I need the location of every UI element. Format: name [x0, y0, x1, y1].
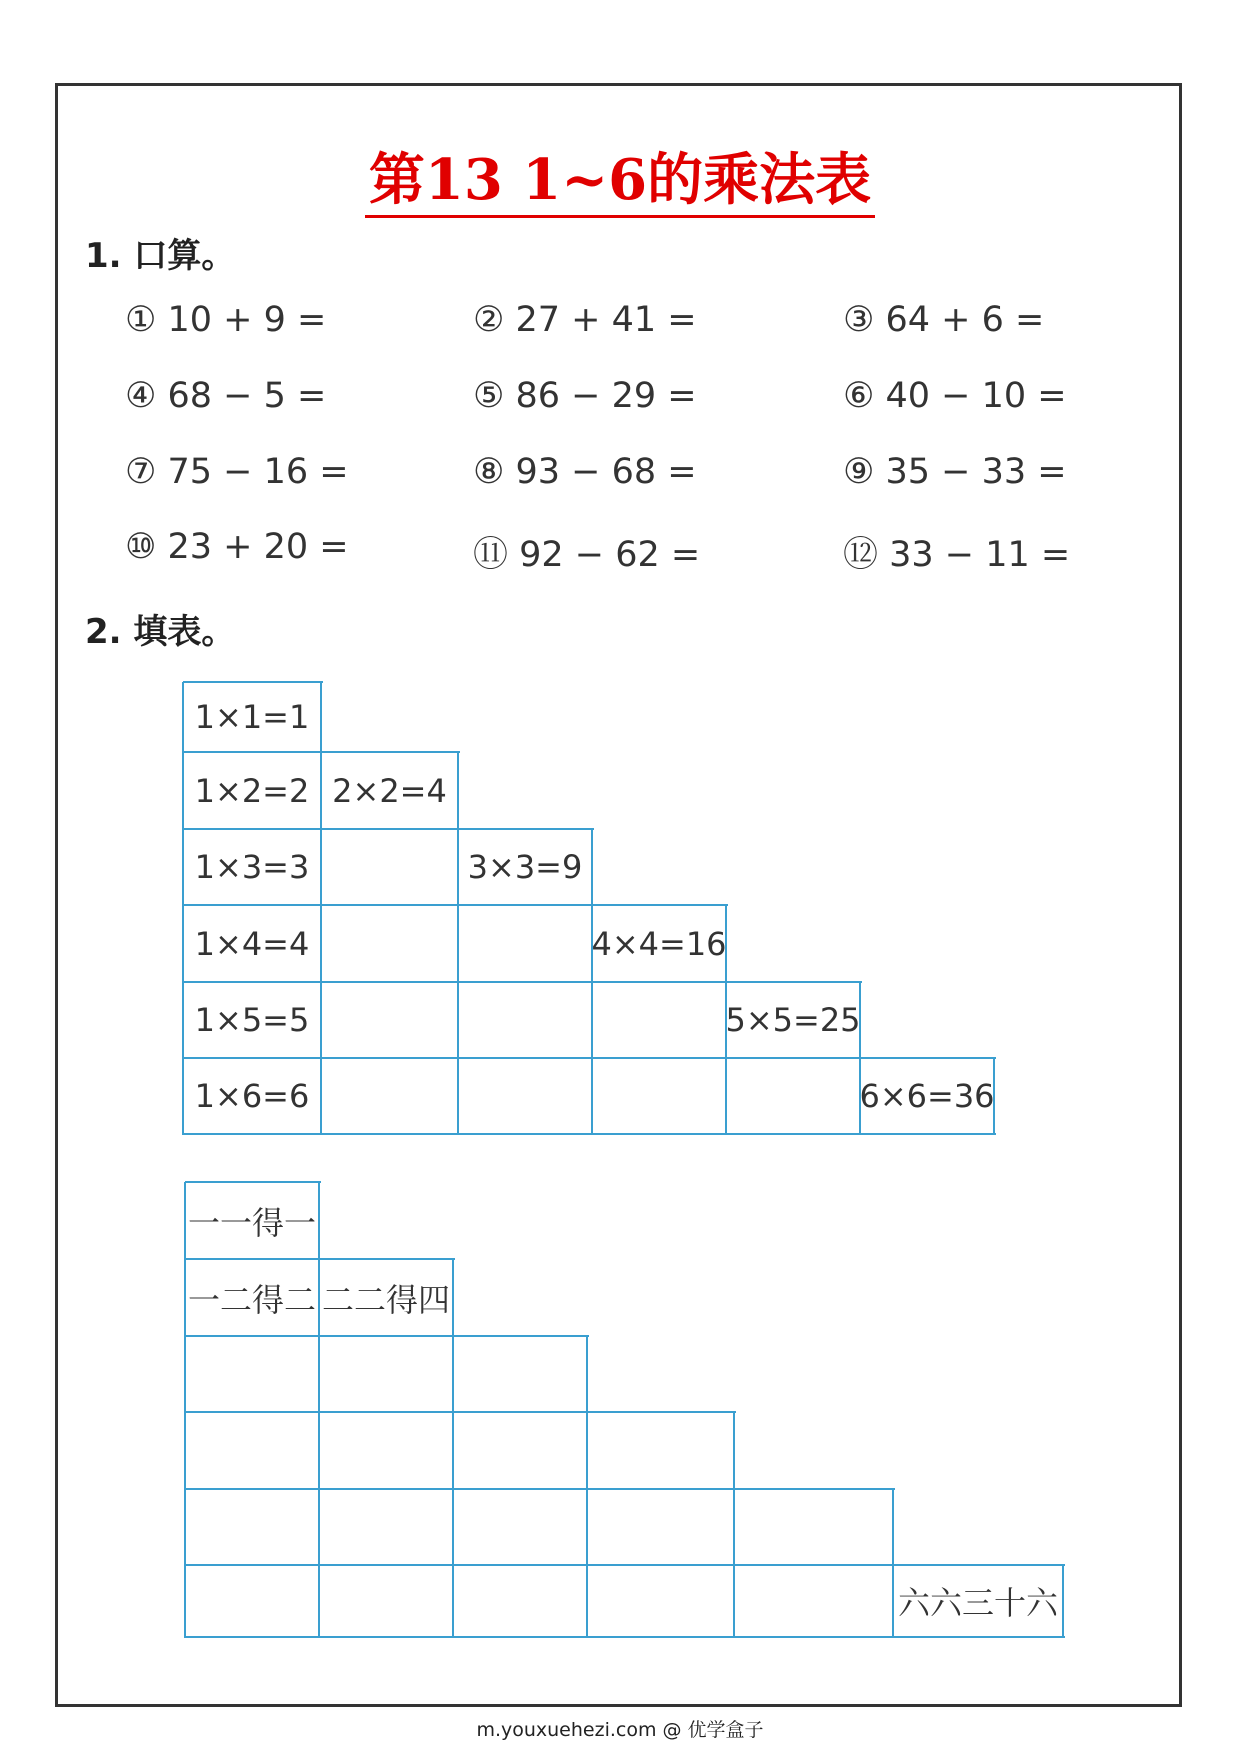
table-cell: 1×6=6 [194, 1077, 310, 1115]
table-grid-line [185, 1488, 895, 1490]
table-cell: 1×3=3 [194, 848, 310, 886]
arithmetic-problem: ② 27 + 41 = [473, 300, 697, 340]
table-grid-line [733, 1412, 735, 1638]
table-cell: 1×1=1 [194, 698, 310, 736]
arithmetic-problem: ⑪ 92 − 62 = [473, 535, 701, 575]
table-grid-line [892, 1489, 894, 1638]
arithmetic-problem: ⑫ 33 − 11 = [843, 535, 1071, 575]
arithmetic-problem: ③ 64 + 6 = [843, 300, 1045, 340]
table-grid-line [183, 828, 594, 830]
table-grid-line [320, 682, 322, 1135]
table-grid-line [457, 752, 459, 1135]
arithmetic-problem: ⑧ 93 − 68 = [473, 452, 697, 492]
table-cell: 3×3=9 [467, 848, 583, 886]
table-grid-line [1062, 1565, 1064, 1638]
table-cell: 一一得一 [187, 1203, 317, 1242]
table-grid-line [185, 1335, 589, 1337]
table-grid-line [183, 681, 323, 683]
arithmetic-problem: ⑨ 35 − 33 = [843, 452, 1067, 492]
table-grid-line [182, 682, 184, 1135]
table-grid-line [185, 1258, 455, 1260]
table-grid-line [183, 981, 862, 983]
table-cell: 5×5=25 [725, 1001, 861, 1039]
table-cell: 二二得四 [321, 1280, 451, 1319]
table-grid-line [183, 1057, 996, 1059]
table-cell: 一二得二 [187, 1280, 317, 1319]
arithmetic-problem: ⑩ 23 + 20 = [125, 527, 349, 567]
arithmetic-problem: ⑤ 86 − 29 = [473, 376, 697, 416]
table-cell: 2×2=4 [332, 771, 447, 810]
table-grid-line [183, 904, 728, 906]
table-grid-line [185, 1181, 321, 1183]
arithmetic-problem: ① 10 + 9 = [125, 300, 327, 340]
table-grid-line [318, 1182, 320, 1638]
section2-heading: 2. 填表。 [85, 612, 236, 652]
table-cell: 六六三十六 [897, 1584, 1059, 1622]
table-grid-line [452, 1259, 454, 1638]
table-cell: 6×6=36 [859, 1077, 995, 1115]
table-cell: 1×5=5 [194, 1001, 310, 1039]
table-grid-line [591, 829, 593, 1135]
table-cell: 4×4=16 [591, 924, 727, 963]
table-grid-line [185, 1636, 1065, 1638]
table-cell: 1×4=4 [194, 924, 310, 963]
table-grid-line [185, 1411, 736, 1413]
arithmetic-problem: ④ 68 − 5 = [125, 376, 327, 416]
table-grid-line [586, 1336, 588, 1638]
section1-heading: 1. 口算。 [85, 236, 236, 276]
page-title: 第13 1~6的乘法表 [0, 136, 1240, 216]
table-grid-line [184, 1182, 186, 1638]
arithmetic-problem: ⑦ 75 − 16 = [125, 452, 349, 492]
footer-credit: m.youxuehezi.com @ 优学盒子 [476, 1719, 764, 1741]
table-grid-line [183, 1133, 996, 1135]
arithmetic-problem: ⑥ 40 − 10 = [843, 376, 1067, 416]
table-cell: 1×2=2 [194, 771, 310, 810]
table-grid-line [185, 1564, 1065, 1566]
